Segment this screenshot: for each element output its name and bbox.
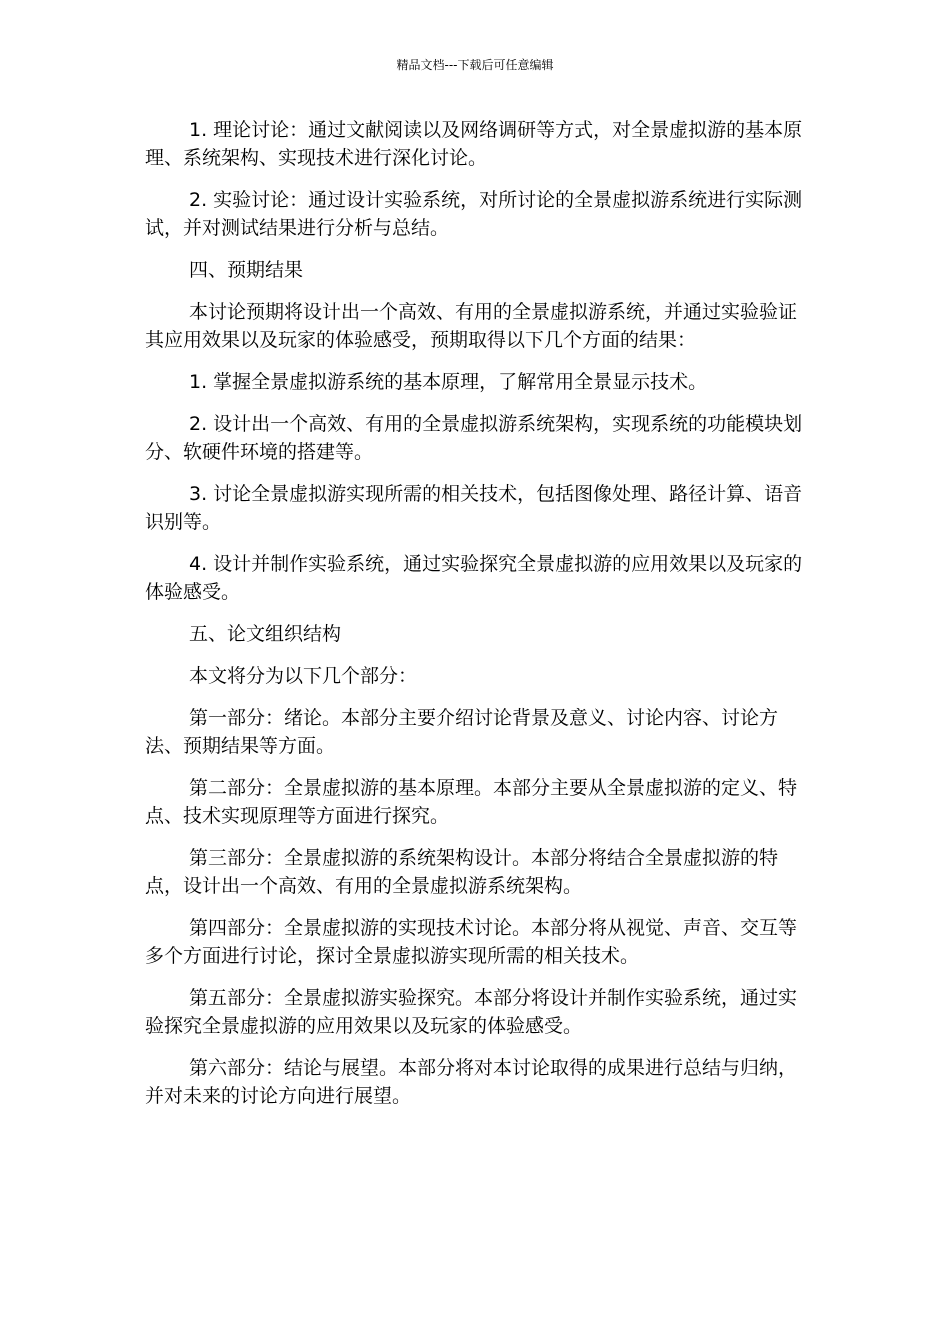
paragraph-result-3: 3. 讨论全景虚拟游实现所需的相关技术，包括图像处理、路径计算、语音识别等。 [145,483,803,533]
paragraph-part-3: 第三部分：全景虚拟游的系统架构设计。本部分将结合全景虚拟游的特点，设计出一个高效、有用的全景虚拟游系统架构。 [145,847,779,897]
paragraph-experiment-discussion: 2. 实验讨论：通过设计实验系统，对所讨论的全景虚拟游系统进行实际测试，并对测试结果进行分析与总结。 [145,189,803,239]
document-body [145,116,807,1124]
paragraph-result-1: 1. 掌握全景虚拟游系统的基本原理，了解常用全景显示技术。 [189,371,708,393]
page-header: 精品文档---下载后可任意编辑 [396,58,554,72]
section-heading-expected-results: 四、预期结果 [189,259,304,281]
section-heading-thesis-structure: 五、论文组织结构 [189,623,342,645]
paragraph-part-4: 第四部分：全景虚拟游的实现技术讨论。本部分将从视觉、声音、交互等多个方面进行讨论，探讨全景虚拟游实现所需的相关技术。 [145,917,798,967]
paragraph-part-2: 第二部分：全景虚拟游的基本原理。本部分主要从全景虚拟游的定义、特点、技术实现原理等方面进行探究。 [145,777,798,827]
paragraph-theory-discussion: 1. 理论讨论：通过文献阅读以及网络调研等方式，对全景虚拟游的基本原理、系统架构、实现技术进行深化讨论。 [145,119,803,169]
paragraph-part-6: 第六部分：结论与展望。本部分将对本讨论取得的成果进行总结与归纳，并对未来的讨论方向进行展望。 [145,1057,798,1107]
paragraph-result-2: 2. 设计出一个高效、有用的全景虚拟游系统架构，实现系统的功能模块划分、软硬件环境的搭建等。 [145,413,803,463]
paragraph-part-1: 第一部分：绪论。本部分主要介绍讨论背景及意义、讨论内容、讨论方法、预期结果等方面。 [145,707,779,757]
paragraph-part-5: 第五部分：全景虚拟游实验探究。本部分将设计并制作实验系统，通过实验探究全景虚拟游的应用效果以及玩家的体验感受。 [145,987,798,1037]
paragraph-result-4: 4. 设计并制作实验系统，通过实验探究全景虚拟游的应用效果以及玩家的体验感受。 [145,553,803,603]
paragraph-expected-results-intro: 本讨论预期将设计出一个高效、有用的全景虚拟游系统，并通过实验验证其应用效果以及玩家的体验感受，预期取得以下几个方面的结果： [145,301,798,351]
paragraph-structure-intro: 本文将分为以下几个部分： [189,665,418,687]
